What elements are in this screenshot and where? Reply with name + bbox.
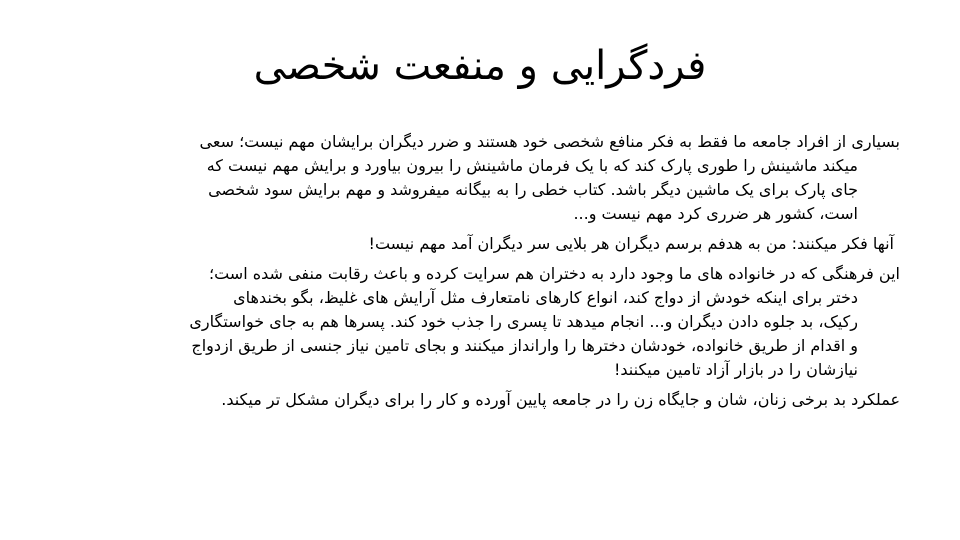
paragraph-selfishness (58, 130, 900, 226)
paragraph-line: دختر برای اینکه خودش از دواج کند، انواع کارهای نامتعارف مثل آرایش های غلیظ، بگو بخندهای (233, 288, 858, 307)
paragraph-line: میکند ماشینش را طوری پارک کند که با یک فرمان ماشینش را بیرون بیاورد و برایش مهم نیست که (206, 156, 858, 175)
paragraph-line: رکیک، بد جلوه دادن دیگران و... انجام میدهد تا پسری را جذب خود کند. پسرها هم به جای خواستگاری (189, 312, 858, 331)
paragraph-line: است، کشور هر ضرری کرد مهم نیست و... (573, 204, 858, 223)
paragraph-women-conduct (58, 388, 900, 412)
paragraph-line: و اقدام از طریق خانواده، خودشان دخترها را وارانداز میکنند و بجای تامین نیاز جنسی از طریق ازدواج (191, 336, 858, 355)
paragraph-line: این فرهنگی که در خانواده های ما وجود دارد به دختران هم سرایت کرده و باعث رقابت منفی شده است؛ (209, 264, 900, 283)
paragraph-line: بسیاری از افراد جامعه ما فقط به فکر منافع شخصی خود هستند و ضرر دیگران برایشان مهم نیست؛ سعی (199, 132, 900, 151)
paragraph-line: نیازشان را در بازار آزاد تامین میکنند! (613, 360, 858, 379)
paragraph-mindset (58, 232, 900, 256)
paragraph-line: عملکرد بد برخی زنان، شان و جایگاه زن را در جامعه پایین آورده و کار را برای دیگران مشکل تر میکند. (221, 390, 900, 409)
paragraph-line: آنها فکر میکنند: من به هدفم برسم دیگران هر بلایی سر دیگران آمد مهم نیست! (368, 234, 894, 253)
paragraph-line: جای پارک برای یک ماشین دیگر باشد. کتاب خطی را به بیگانه میفروشد و مهم برایش سود شخصی (208, 180, 858, 199)
slide-title: فردگرایی و منفعت شخصی (253, 43, 707, 89)
slide-body (58, 130, 900, 470)
paragraph-family-culture (58, 262, 900, 382)
